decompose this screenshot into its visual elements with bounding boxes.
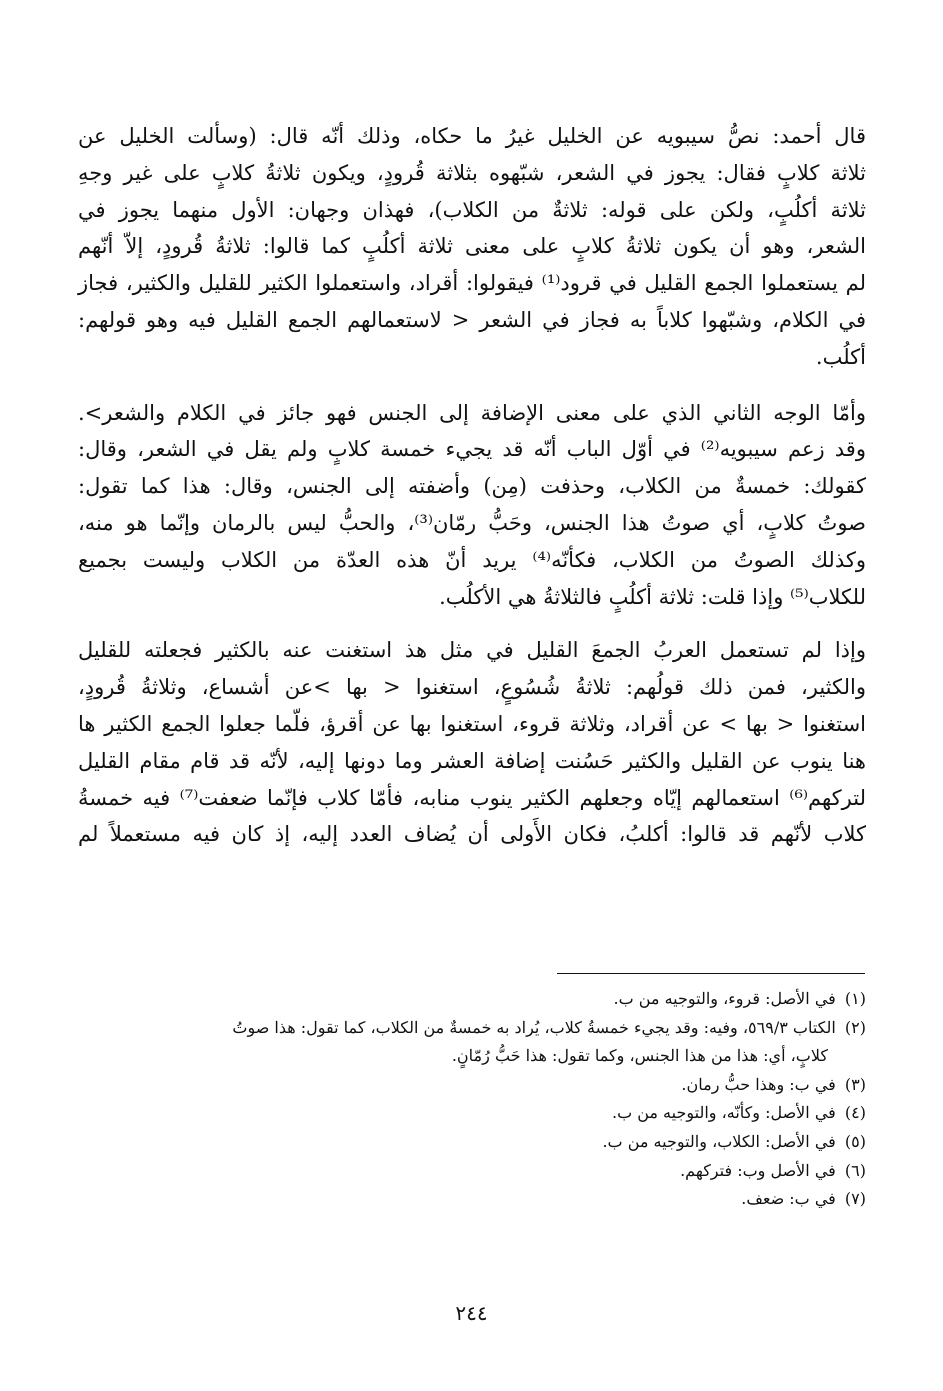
footnote-number: (٦) [844, 1160, 866, 1180]
text-line: لم يستعملوا الجمع القليل في قرود⁽¹⁾ فيقولوا: أقراد، واستعملوا الكثير للقليل والكثير، فجاز [78, 271, 867, 296]
footnote-text: في الأصل وب: فتركهم. [680, 1160, 836, 1180]
page-number: ٢٤٤ [455, 1301, 488, 1325]
text-line: قال أحمد: نصُّ سيبويه عن الخليل غيرُ ما حكاه، وذلك أنّه قال: (وسألت الخليل عن [78, 124, 866, 148]
text-line: وإذا لم تستعمل العربُ الجمعَ القليل في مثل هذ استغنت عنه بالكثير فجعلته للقليل [78, 638, 866, 663]
text-line: أكلُب. [815, 344, 866, 369]
footnote-5 [78, 1128, 866, 1157]
footnote-number: (٥) [844, 1131, 866, 1151]
text-line: كلاب لأنّهم قد قالوا: أكلبُ، فكان الأَولى أن يُضاف العدد إليه، إذ كان فيه مستعملاً لم [78, 822, 866, 847]
text-line: الشعر، وهو أن يكون ثلاثةُ كلابٍ على معنى ثلاثة أكلُبٍ كما قالوا: ثلاثةُ قُرودٍ، إلاّ أنّهم [78, 234, 866, 259]
paragraph-3 [78, 632, 866, 853]
text-line: للكلاب⁽⁵⁾ وإذا قلت: ثلاثة أكلُبٍ فالثلاثةُ هي الأكلُب. [439, 584, 866, 609]
main-text [78, 118, 866, 853]
text-line: في الكلام، وشبّهوا كلاباً به فجاز في الشعر < لاستعمالهم الجمع القليل فيه وهو قولهم: [78, 307, 866, 332]
paragraph-2 [78, 395, 866, 616]
footnote-text: في ب: ضعف. [741, 1189, 836, 1209]
footnote-4 [78, 1099, 866, 1128]
text-line: لتركهم⁽⁶⁾ استعمالهم إيّاه وجعلهم الكثير ينوب منابه، فأمّا كلاب فإنّما ضعفت⁽⁷⁾ فيه خمسةُ [78, 785, 866, 810]
footnote-6 [78, 1157, 866, 1186]
footnote-3 [78, 1071, 866, 1100]
text-line: ثلاثة أكلُبٍ، ولكن على قوله: ثلاثةٌ من الكلاب)، فهذان وجهان: الأول منهما يجوز في [78, 197, 866, 222]
footnote-divider [557, 973, 865, 974]
footnotes [78, 985, 866, 1214]
text-line: كقولك: خمسةٌ من الكلاب، وحذفت (مِن) وأضفته إلى الجنس، وقال: هذا كما تقول: [78, 474, 866, 499]
text-line: والكثير، فمن ذلك قولُهم: ثلاثةُ شُسُوعٍ، استغنوا < بها >عن أشساع، وثلاثةُ قُرودٍ، [78, 675, 866, 700]
footnote-7 [78, 1185, 866, 1214]
text-line: صوتُ كلابٍ، أي صوتُ هذا الجنس، وحَبُّ رمّان⁽³⁾، والحبُّ ليس بالرمان وإنّما هو منه، [78, 510, 866, 535]
text-line: ثلاثة كلابٍ فقال: يجوز في الشعر، شبّهوه بثلاثة قُرودٍ، ويكون ثلاثةُ كلابٍ على غير وجهِ [78, 160, 866, 185]
footnote-2-continuation: كلابٍ، أي: هذا من هذا الجنس، وكما تقول: هذا حَبُّ رُمّانٍ. [451, 1046, 828, 1066]
footnote-text: الكتاب ٥٦٩/٣، وفيه: وقد يجيء خمسةُ كلاب، يُراد به خمسةٌ من الكلاب، كما تقول: هذا صوتُ [232, 1017, 836, 1037]
footnote-text: في الأصل: الكلاب، والتوجيه من ب. [602, 1131, 836, 1151]
footnote-number: (١) [844, 989, 866, 1008]
footnote-2 [78, 1014, 866, 1043]
footnote-1 [78, 985, 866, 1014]
footnote-number: (٤) [844, 1103, 866, 1123]
footnote-text: في الأصل: وكأنّه، والتوجيه من ب. [611, 1103, 836, 1123]
footnote-number: (٢) [844, 1017, 866, 1037]
text-line: وقد زعم سيبويه⁽²⁾ في أوّل الباب أنّه قد يجيء خمسة كلابٍ ولم يقل في الشعر، وقال: [78, 437, 866, 462]
text-line: وكذلك الصوتُ من الكلاب، فكأنّه⁽⁴⁾ يريد أنّ هذه العدّة من الكلاب وليست بجميع [78, 547, 866, 572]
footnote-number: (٧) [844, 1189, 866, 1209]
footnote-text: في ب: وهذا حبُّ رمان. [681, 1074, 836, 1094]
text-line: استغنوا < بها > عن أقراد، وثلاثة قروء، استغنوا بها عن أقرؤ، فلّما جعلوا الجمع الكثير ها [78, 711, 866, 736]
text-line: هنا ينوب عن القليل والكثير حَسُنت إضافة العشر وما دونها إليه، لأنّه قد قام مقام القليل [78, 748, 866, 773]
footnote-text: في الأصل: قروء، والتوجيه من ب. [613, 989, 836, 1008]
footnote-number: (٣) [844, 1074, 866, 1094]
paragraph-1 [78, 118, 866, 376]
text-line: وأمّا الوجه الثاني الذي على معنى الإضافة إلى الجنس فهو جائز في الكلام والشعر>. [78, 400, 866, 425]
